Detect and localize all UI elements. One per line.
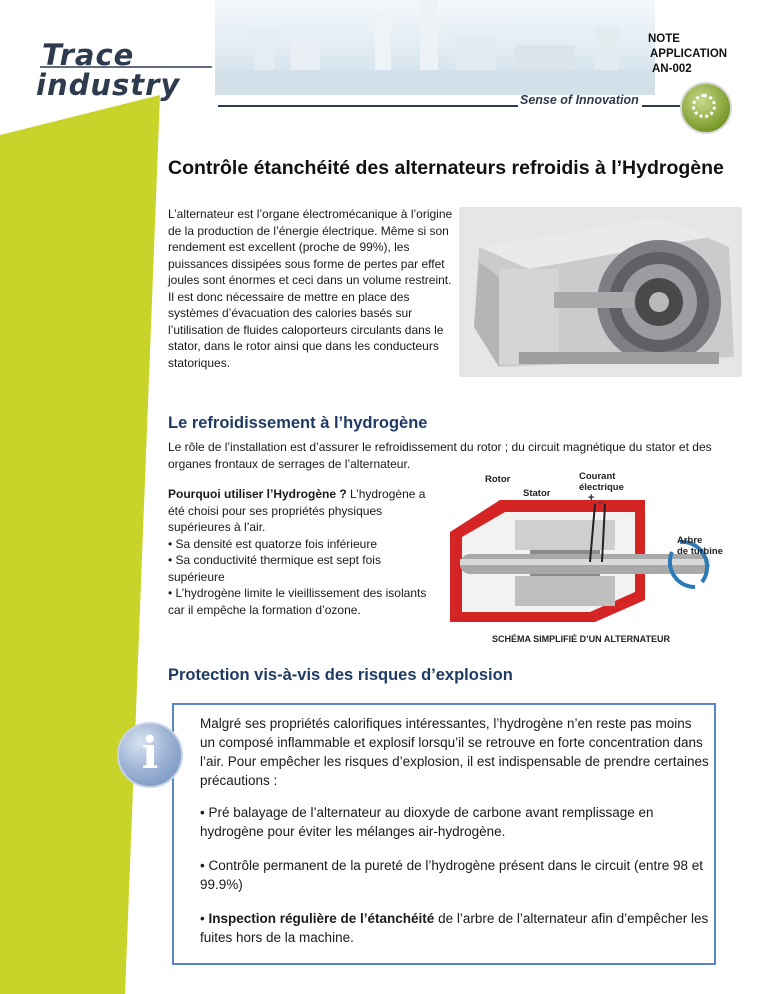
trace-industry-logo (30, 40, 220, 110)
note-line-2: APPLICATION (650, 48, 728, 60)
explosion-heading: Protection vis-à-vis des risques d’explosion (168, 666, 513, 684)
label-polarity: + _ (588, 492, 604, 504)
label-rotor: Rotor (485, 474, 511, 485)
generator-photo (459, 207, 742, 377)
label-courant-2: électrique (579, 482, 624, 493)
header-skyline-photo (215, 0, 655, 95)
page-title: Contrôle étanchéité des alternateurs refroidis à l’Hydrogène (168, 157, 724, 179)
info-bullet-inspection-dot: • (200, 911, 209, 926)
info-bullet-inspection (200, 909, 710, 947)
application-note-label (648, 32, 758, 77)
label-arbre-2: de turbine (677, 546, 723, 557)
cooling-intro: Le rôle de l’installation est d’assurer le refroidissement du rotor ; du circuit magnétique du stator et des organes frontaux de serrages de l’alternateur. (168, 440, 712, 471)
info-paragraph-1: Malgré ses propriétés calorifiques intéressantes, l’hydrogène n’en reste pas moins un composé inflammable et explosif lorsqu’il se retrouve en forte concentration dans l’air. Pour empêcher les risques d’explosion, il est indispensable de prendre certaines précautions : (200, 716, 709, 788)
label-arbre-1: Arbre (677, 535, 703, 546)
generator-illustration (459, 207, 742, 377)
label-stator: Stator (523, 488, 551, 499)
why-hydrogen-block (168, 486, 438, 618)
why-hydrogen-text: L’hydrogène a été choisi pour ses propriétés physiques supérieures à l’air. (168, 487, 426, 534)
slogan-rule-left (218, 105, 518, 107)
info-bullet-purity: • Contrôle permanent de la pureté de l’hydrogène présent dans le circuit (entre 98 et 99.9%) (200, 858, 704, 892)
slogan: Sense of Innovation (520, 93, 639, 107)
intro-paragraph: L’alternateur est l’organe électromécanique à l’origine de la production de l’énergie électrique. Même si son rendement est excellent (proche de 99%), les puissances dissipées sous forme de pertes par effet joules sont énormes et ceci dans un volume restreint. Il est donc nécessaire de mettre en place des systèmes d’évacuation des calories basés sur l’utilisation de fluides caloporteurs circulants dans le stator, dans le rotor ainsi que dans les conducteurs statoriques. (168, 207, 453, 370)
logo-line-2: industry (36, 68, 181, 102)
diagram-caption: SCHÉMA SIMPLIFIÉ D’UN ALTERNATEUR (492, 634, 670, 644)
info-icon-glyph: i (141, 728, 159, 779)
cooling-heading: Le refroidissement à l’hydrogène (168, 414, 428, 432)
slogan-rule-right (642, 105, 680, 107)
label-courant-1: Courant (579, 471, 616, 482)
info-bullet-inspection-bold: Inspection régulière de l’étanchéité (208, 911, 435, 926)
info-bullet-co2: • Pré balayage de l’alternateur au dioxyde de carbone avant remplissage en hydrogène pour éviter les mélanges air-hydrogène. (200, 805, 654, 839)
bullet-ozone: • L’hydrogène limite le vieillissement des isolants car il empêche la formation d’ozone. (168, 586, 427, 617)
alternator-diagram (440, 472, 745, 647)
why-hydrogen-question: Pourquoi utiliser l’Hydrogène ? (168, 487, 347, 501)
info-bullet-inspection-text: de l’arbre de l’alternateur afin d’empêcher les fuites hors de la machine. (200, 911, 709, 945)
gear-icon (692, 94, 716, 118)
note-line-3: AN-002 (652, 63, 692, 75)
logo-line-1: Trace (42, 38, 135, 72)
bullet-density: • Sa densité est quatorze fois inférieure (168, 536, 377, 551)
bullet-conductivity: • Sa conductivité thermique est sept fois supérieure (168, 553, 381, 584)
note-line-1: NOTE (648, 33, 680, 45)
